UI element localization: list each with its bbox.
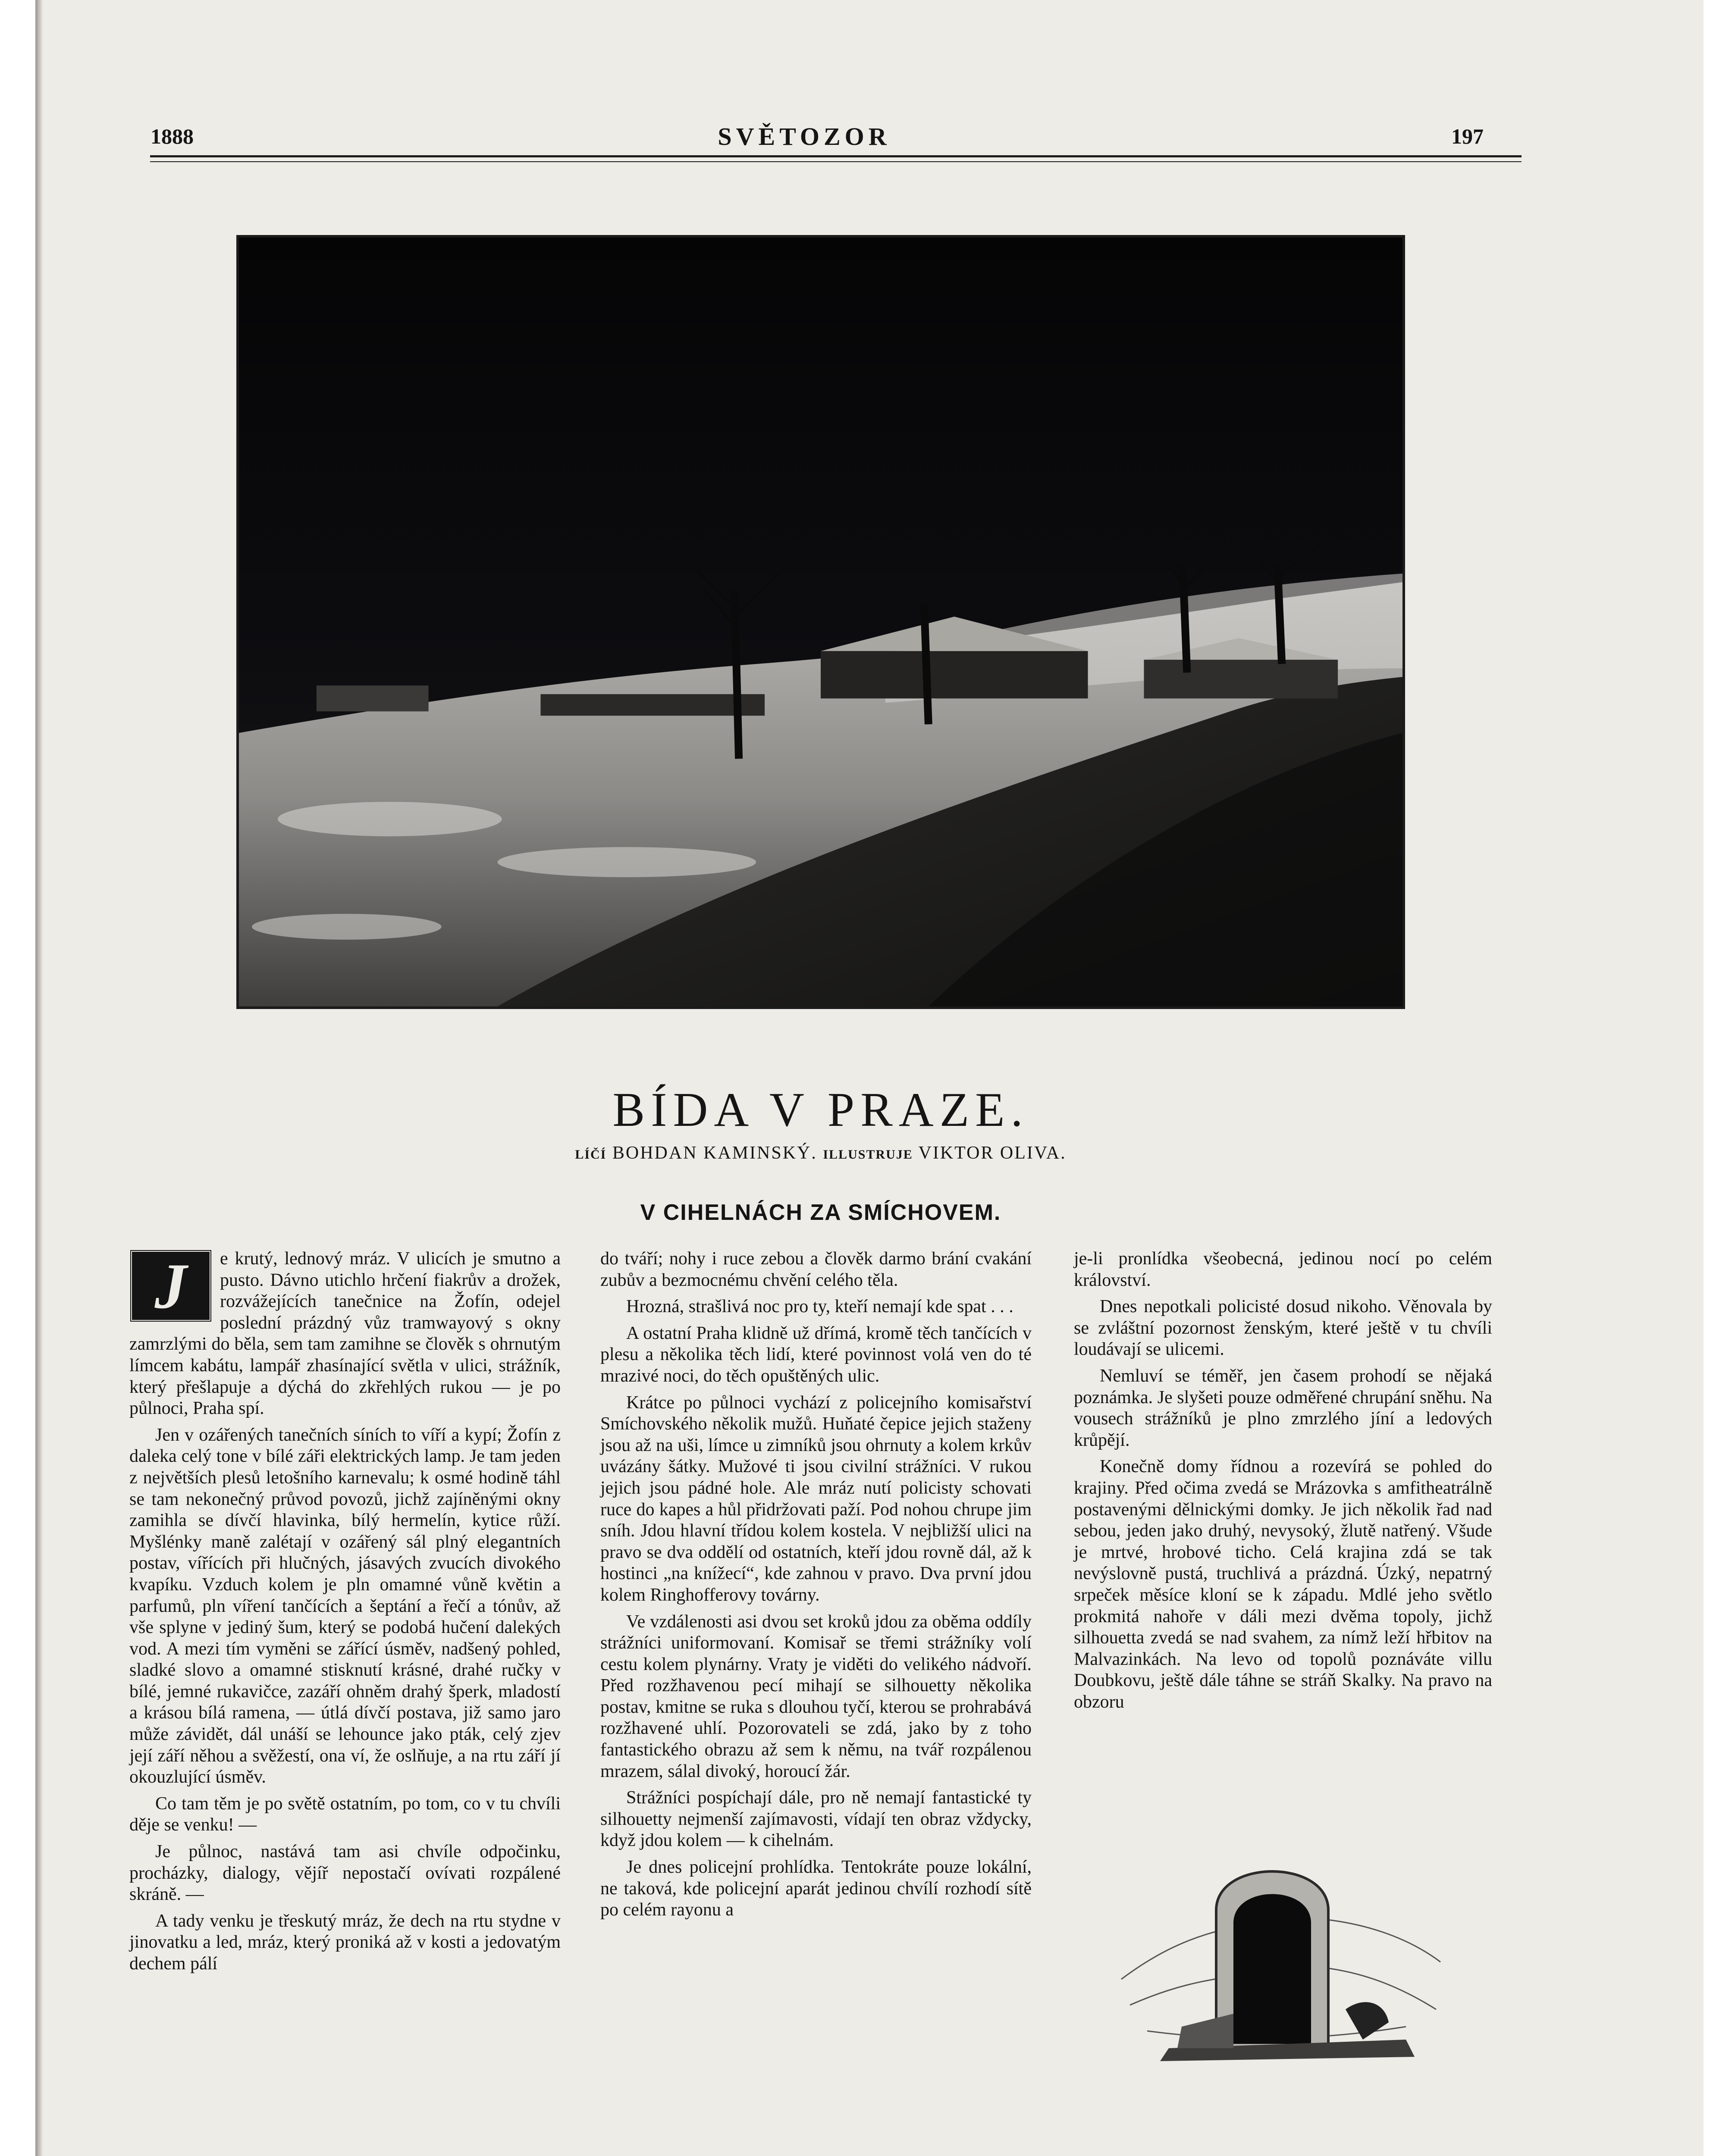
header-year: 1888 — [151, 124, 194, 148]
paragraph: Konečně domy řídnou a rozevírá se pohled do krajiny. Před očima zvedá se Mrázovka s amfitheatrálně postavenými dělnickými domky. Je jich několik řad nad sebou, jeden jako druhý, nevysoký, žlutě natřený. Všude je mrtvé, hrobové ticho. Celá krajina zdá se tak nevýslovně pustá, truchlivá a prázdná. Úzký, nepatrný srpeček měsíce kloní se k západu. Mdlé jeho světlo prokmitá nahoře v dáli mezi dvěma topoly, jichž silhouetta zvedá se nad svahem, za nímž leží hřbitov na Malvazinkách. Na levo od topolů poznáváte villu Doubkovu, ještě dále táhne se stráň Skalky. Na pravo na obzoru — [1074, 1457, 1492, 1712]
article-title: BÍDA V PRAZE. — [612, 1083, 1029, 1137]
article-subtitle: V CIHELNÁCH ZA SMÍCHOVEM. — [640, 1200, 1001, 1225]
paragraph: Je dnes policejní prohlídka. Tentokráte pouze lokální, ne taková, kde policejní aparát jedinou chvílí rozhodí sítě po celém rayonu a — [600, 1857, 1032, 1920]
paragraph: Strážníci pospíchají dále, pro ně nemají fantastické ty silhouetty nejmenší zajímavosti, vídají ten obraz vždycky, když jdou kolem — k cihelnám. — [600, 1788, 1032, 1851]
byline-illustrator: VIKTOR OLIVA. — [918, 1143, 1067, 1163]
page-header — [114, 114, 1494, 153]
header-journal-title: SVĚTOZOR — [718, 122, 891, 150]
paragraph: A ostatní Praha klidně už dřímá, kromě těch tančících v plesu a několika těch lidí, které povinnost volá ven do té mrazivé noci, do těch opuštěných ulic. — [600, 1323, 1032, 1386]
article-byline — [236, 1143, 1405, 1163]
paragraph: Nemluví se téměř, jen časem prohodí se nějaká poznámka. Je slyšeti pouze odměřené chrupání sněhu. Na vousech strážníků je plno zmrzlého jíní a ledových krůpějí. — [1074, 1366, 1492, 1450]
paragraph: Je půlnoc, nastává tam asi chvíle odpočinku, procházky, dialogy, vějíř nepostačí ovívati rozpálené skráně. — — [129, 1842, 561, 1905]
paragraph: do tváří; nohy i ruce zebou a člověk darmo brání cvakání zubův a bezmocnému chvění celého těla. — [600, 1249, 1032, 1290]
paragraph: Hrozná, strašlivá noc pro ty, kteří nemají kde spat . . . — [626, 1297, 1013, 1317]
paragraph: Krátce po půlnoci vychází z policejního komisařství Smíchovského několik mužů. Huňaté čepice jejich staženy jsou až na uši, límce u zimníků jsou ohrnuty a kolem krkův uvázány šátky. Mužové ti jsou civilní strážníci. V rukou jejich jsou pádné hole. Ale mráz nutí policisty schovati ruce do kapes a hůl přidržovati paží. Pod nohou chrupe jim sníh. Jdou hlavní třídou kolem kostela. V nejbližší ulici na pravo se dva oddělí od ostatních, kteří jdou rovně dál, až k hostinci „na knížecí“, kde zahnou v pravo. Dva první jdou kolem Ringhofferovy továrny. — [600, 1392, 1032, 1605]
text-column-3 — [1074, 1248, 1492, 1718]
paragraph: A tady venku je třeskutý mráz, že dech na rtu stydne v jinovatku a led, mráz, který proniká až v kosti a jedovatým dechem pálí — [129, 1911, 561, 1974]
winter-night-landscape-image — [239, 238, 1402, 1006]
paragraph: Dnes nepotkali policisté dosud nikoho. Věnovala by se zvláštní pozornost ženským, které ještě v tu chvíli loudávají se ulicemi. — [1074, 1297, 1492, 1360]
text-column-1 — [129, 1248, 561, 1980]
byline-author: BOHDAN KAMINSKÝ. — [612, 1143, 817, 1163]
paragraph: Co tam těm je po světě ostatním, po tom, co v tu chvíli děje se venku! — — [129, 1793, 561, 1835]
page-edge-shadow — [35, 0, 43, 2156]
brick-kiln-sketch — [1104, 1824, 1449, 2065]
dropcap-letter: J — [154, 1250, 187, 1322]
text-column-2 — [600, 1248, 1032, 1926]
header-page-number: 197 — [1451, 124, 1484, 148]
byline-label-author: LÍČÍ — [575, 1147, 607, 1162]
kiln-vignette-illustration — [1104, 1824, 1449, 2065]
paragraph: Jen v ozářených tanečních síních to víří a kypí; Žofín z daleka celý tone v bílé záři elektrických lamp. Je tam jeden z největších plesů letošního karnevalu; k osmé hodině táhl se tam nekonečný průvod povozů, jichž zajíněnými okny zamihla se dívčí hlavinka, bílý hermelín, kytice růží. Myšlénky maně zalétají v ozářený sál plný elegantních postav, vířících při hlučných, jásavých zvucích divokého kvapíku. Vzduch kolem je pln omamné vůně květin a parfumů, pln víření tančících a šeptání a řečí a tónův, až vše splyne v jediný šum, který se podobá hučení dalekých vod. A mezi tím vyměni se zářící úsměv, nadšený pohled, sladké slovo a omamné stisknutí krásné, drahé ručky v bílé, jemné rukavičce, zazáří ohněm drahý šperk, mladostí a krásou bílá ramena, — útlá dívčí postava, již samo jaro může závidět, dál unáší se lehounce jako pták, celý zjev její září něhou a svěžestí, ona ví, že oslňuje, a na rtu září jí okouzlující úsměv. — [129, 1425, 561, 1787]
paragraph: Ve vzdálenosti asi dvou set kroků jdou za oběma oddíly strážníci uniformovaní. Komisař se třemi strážníky volí cestu kolem plynárny. Vraty je viděti do velikého nádvoří. Před rozžhavenou pecí mihají se silhouetty několika postav, kmitne se ruka s dlouhou tyčí, kterou se prohrabává rozžhavené uhlí. Pozorovateli se zdá, jako by z toho fantastického obrazu až sem k němu, na tvář rozpálenou mrazem, sálal divoký, horoucí žár. — [600, 1611, 1032, 1781]
header-rule-thick — [150, 155, 1522, 157]
paragraph: je-li pronlídka všeobecná, jedinou nocí po celém království. — [1074, 1249, 1492, 1290]
header-rule-thin — [150, 161, 1522, 162]
ornamental-dropcap — [129, 1249, 212, 1322]
byline-label-illustrator: ILLUSTRUJE — [823, 1147, 913, 1162]
main-illustration — [236, 235, 1405, 1009]
paragraph: e krutý, lednový mráz. V ulicích je smutno a pusto. Dávno utichlo hrčení fiakrův a drožek, rozvážejících tanečnice na Žofín, odejel poslední prázdný vůz tramwayový s okny zamrzlými do běla, sem tam zamihne se člověk s ohrnutým límcem kabátu, lampář zhasínající světla v ulici, strážník, který přešlapuje a dýchá do zkřehlých rukou — je po půlnoci, Praha spí. — [129, 1249, 561, 1419]
